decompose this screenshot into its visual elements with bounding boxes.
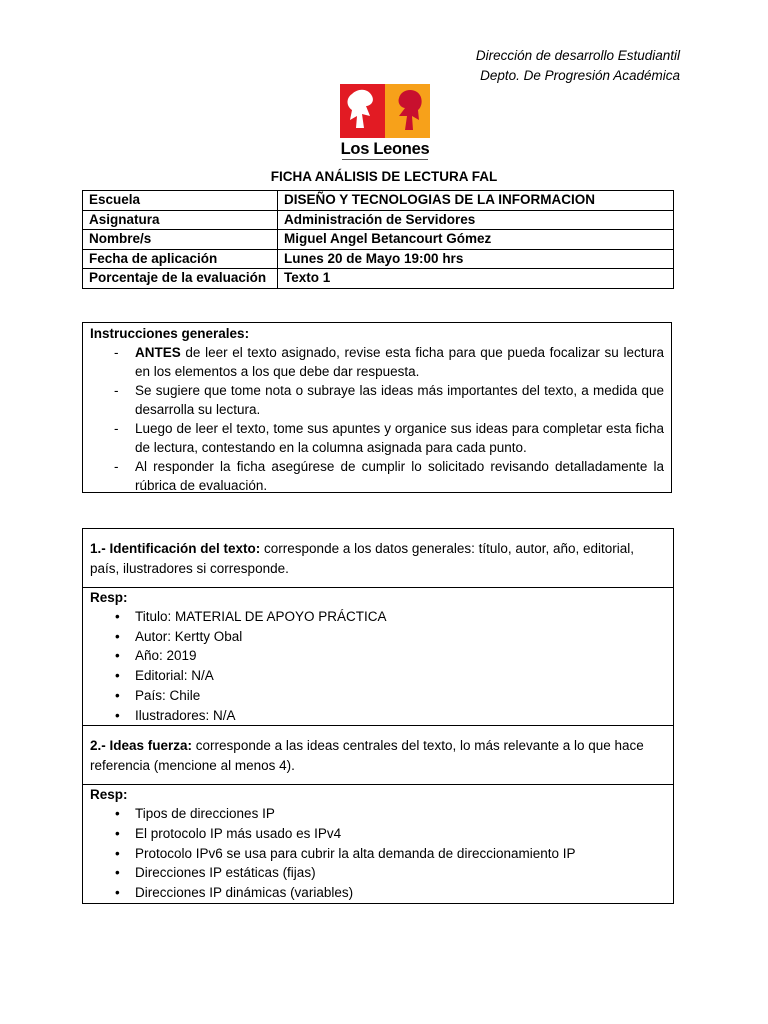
answer-list — [90, 804, 666, 903]
logo-tagline-rule — [342, 159, 428, 162]
instruction-item: - ANTES de leer el texto asignado, revise esta ficha para que pueda focalizar su lectura en los elementos a los que debe dar respuesta. — [90, 343, 664, 381]
answer-list — [90, 607, 666, 725]
info-value: DISEÑO Y TECNOLOGIAS DE LA INFORMACION — [278, 191, 674, 211]
instruction-item: - Se sugiere que tome nota o subraye las ideas más importantes del texto, a medida que desarrolla su lectura. — [90, 381, 664, 419]
logo-red-panel — [340, 84, 385, 138]
logo-text: Los Leones — [340, 140, 430, 158]
instruction-item: - Luego de leer el texto, tome sus apuntes y organice sus ideas para completar esta ficha de lectura, contestando en la columna asignada para cada punto. — [90, 419, 664, 457]
info-key: Porcentaje de la evaluación — [83, 269, 278, 289]
question-cell: 2.- Ideas fuerza: corresponde a las ideas centrales del texto, lo más relevante a lo que hace referencia (mencione al menos 4). — [83, 726, 673, 785]
info-row — [83, 249, 674, 269]
answer-item: • Protocolo IPv6 se usa para cubrir la alta demanda de direccionamiento IP — [90, 844, 666, 864]
answer-cell — [83, 588, 673, 726]
header-line-1: Dirección de desarrollo Estudiantil — [475, 48, 680, 63]
answer-cell — [83, 785, 673, 903]
lion-icon-right — [385, 84, 430, 138]
logo-orange-panel — [385, 84, 430, 138]
info-row — [83, 269, 674, 289]
info-table — [82, 190, 674, 289]
document-header — [476, 46, 680, 86]
info-key: Fecha de aplicación — [83, 249, 278, 269]
info-row — [83, 230, 674, 250]
info-key: Asignatura — [83, 210, 278, 230]
info-value: Administración de Servidores — [278, 210, 674, 230]
document-title: FICHA ANÁLISIS DE LECTURA FAL — [270, 169, 498, 184]
info-value: Lunes 20 de Mayo 19:00 hrs — [278, 249, 674, 269]
info-row — [83, 191, 674, 211]
info-key: Nombre/s — [83, 230, 278, 250]
answer-item: • País: Chile — [90, 686, 666, 706]
info-row — [83, 210, 674, 230]
answer-item: • Año: 2019 — [90, 646, 666, 666]
answer-label: Resp: — [90, 590, 128, 605]
info-value: Miguel Angel Betancourt Gómez — [278, 230, 674, 250]
instructions-list — [90, 343, 664, 495]
question-cell: 1.- Identificación del texto: corresponde a los datos generales: título, autor, año, editorial, país, ilustradores si corresponde. — [83, 529, 673, 588]
answer-label: Resp: — [90, 787, 128, 803]
instructions-title: Instrucciones generales: — [90, 326, 250, 341]
lion-icon-left — [340, 84, 385, 138]
institution-logo — [334, 84, 436, 164]
answer-item: • El protocolo IP más usado es IPv4 — [90, 824, 666, 844]
answer-item: • Editorial: N/A — [90, 666, 666, 686]
answer-item: • Tipos de direcciones IP — [90, 804, 666, 824]
answer-item: • Ilustradores: N/A — [90, 706, 666, 726]
instruction-item: - Al responder la ficha asegúrese de cumplir lo solicitado revisando detalladamente la rúbrica de evaluación. — [90, 457, 664, 495]
instruction-emphasis: ANTES — [135, 345, 181, 360]
instructions-box — [82, 322, 672, 493]
questions-box — [82, 528, 674, 904]
answer-item: • Autor: Kertty Obal — [90, 627, 666, 647]
answer-item: • Direcciones IP estáticas (fijas) — [90, 863, 666, 883]
info-value: Texto 1 — [278, 269, 674, 289]
answer-item: • Titulo: MATERIAL DE APOYO PRÁCTICA — [90, 607, 666, 627]
question-heading: 2.- Ideas fuerza: — [90, 738, 193, 754]
question-heading: 1.- Identificación del texto: — [90, 541, 261, 556]
answer-item: • Direcciones IP dinámicas (variables) — [90, 883, 666, 903]
info-key: Escuela — [83, 191, 278, 211]
header-line-2: Depto. De Progresión Académica — [480, 68, 680, 83]
